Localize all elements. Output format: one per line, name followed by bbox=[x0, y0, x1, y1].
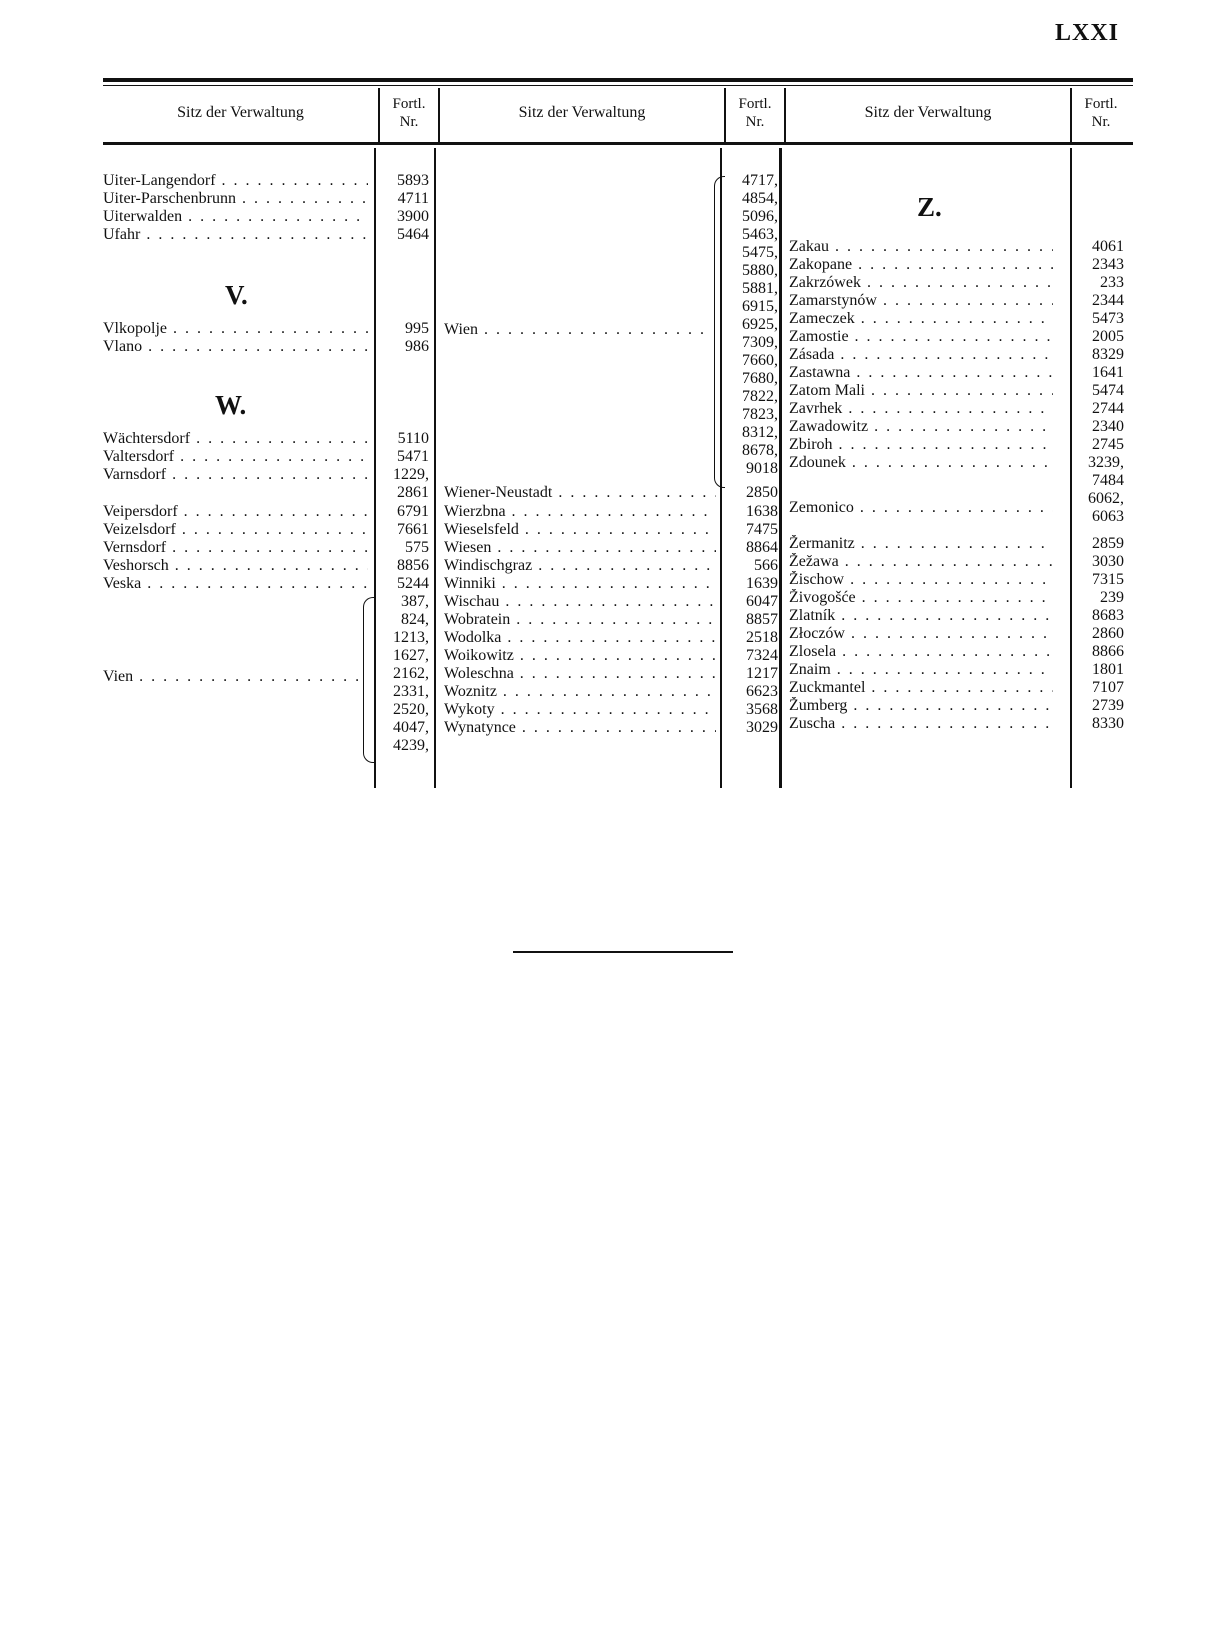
list-item bbox=[444, 647, 778, 665]
entry-name: Vernsdorf . . . bbox=[103, 539, 368, 557]
list-item bbox=[103, 575, 433, 593]
entry-number: 5464 bbox=[397, 226, 429, 243]
entry-number: 6062, bbox=[1088, 490, 1124, 507]
list-item bbox=[444, 352, 778, 370]
entry-name: Windischgraz . . . bbox=[444, 557, 716, 575]
entry-number: 8678, bbox=[742, 442, 778, 459]
entry-number: 2162, bbox=[393, 665, 429, 682]
entry-number: 986 bbox=[405, 338, 429, 355]
entry-name: Zemonico . . . bbox=[789, 499, 1053, 517]
entry-number: 824, bbox=[401, 611, 429, 628]
list-item bbox=[789, 436, 1129, 454]
list-item bbox=[444, 629, 778, 647]
list-item bbox=[444, 316, 778, 334]
entry-name: Zameczek . . . bbox=[789, 310, 1053, 328]
entry-number: 6791 bbox=[397, 503, 429, 520]
entry-name: Zastawna . . . bbox=[789, 364, 1053, 382]
list-item bbox=[444, 575, 778, 593]
list-item bbox=[444, 484, 778, 502]
entry-name: Zlosela . . . bbox=[789, 643, 1053, 661]
list-item bbox=[789, 274, 1129, 292]
list-item bbox=[444, 262, 778, 280]
header-fortl-line1: Fortl. bbox=[392, 96, 426, 112]
entry-number: 1217 bbox=[746, 665, 778, 682]
list-item bbox=[789, 661, 1129, 679]
entry-number: 1801 bbox=[1092, 661, 1124, 678]
entry-name: Veizelsdorf . . . bbox=[103, 521, 368, 539]
list-item bbox=[789, 715, 1129, 733]
entry-number: 8856 bbox=[397, 557, 429, 574]
list-item bbox=[789, 589, 1129, 607]
entry-number: 2343 bbox=[1092, 256, 1124, 273]
entry-number: 575 bbox=[405, 539, 429, 556]
entry-name: Varnsdorf . . . bbox=[103, 466, 368, 484]
entry-name: Žumberg . . . bbox=[789, 697, 1053, 715]
entry-number: 5475, bbox=[742, 244, 778, 261]
list-item bbox=[444, 503, 778, 521]
entry-name: Zatom Mali . . . bbox=[789, 382, 1053, 400]
entry-number: 5471 bbox=[397, 448, 429, 465]
entry-number: 566 bbox=[754, 557, 778, 574]
entry-name: Veipersdorf . . . bbox=[103, 503, 368, 521]
entry-name: Zawadowitz . . . bbox=[789, 418, 1053, 436]
list-item bbox=[103, 611, 433, 629]
column-1 bbox=[103, 0, 433, 800]
entry-number: 2331, bbox=[393, 683, 429, 700]
list-item bbox=[103, 737, 433, 755]
list-item bbox=[103, 593, 433, 611]
list-item bbox=[103, 448, 433, 466]
entry-name: Veska . . . bbox=[103, 575, 368, 593]
list-item bbox=[789, 679, 1129, 697]
entry-name: Uiterwalden . . . bbox=[103, 208, 368, 226]
list-item bbox=[103, 557, 433, 575]
entry-number: 2518 bbox=[746, 629, 778, 646]
entry-name: Woznitz . . . bbox=[444, 683, 716, 701]
list-item bbox=[444, 190, 778, 208]
entry-number: 2344 bbox=[1092, 292, 1124, 309]
entry-name: Wächtersdorf . . . bbox=[103, 430, 368, 448]
entry-number: 2861 bbox=[397, 484, 429, 501]
entry-name: Valtersdorf . . . bbox=[103, 448, 368, 466]
entry-name: Zuscha . . . bbox=[789, 715, 1053, 733]
entry-number: 5881, bbox=[742, 280, 778, 297]
list-item bbox=[789, 310, 1129, 328]
list-item bbox=[103, 208, 433, 226]
list-item bbox=[789, 535, 1129, 553]
list-item bbox=[103, 503, 433, 521]
entry-number: 7823, bbox=[742, 406, 778, 423]
entry-name: Wischau . . . bbox=[444, 593, 716, 611]
list-item bbox=[789, 571, 1129, 589]
end-rule bbox=[513, 951, 733, 953]
entry-number: 8329 bbox=[1092, 346, 1124, 363]
entry-number: 3030 bbox=[1092, 553, 1124, 570]
entry-number: 2744 bbox=[1092, 400, 1124, 417]
list-item bbox=[444, 334, 778, 352]
list-item bbox=[103, 430, 433, 448]
list-item bbox=[103, 338, 433, 356]
entry-number: 3239, bbox=[1088, 454, 1124, 471]
section-letter-z: Z. bbox=[917, 192, 942, 222]
list-item bbox=[444, 683, 778, 701]
list-item bbox=[789, 490, 1129, 508]
entry-name: Wynatynce . . . bbox=[444, 719, 716, 737]
entry-number: 4717, bbox=[742, 172, 778, 189]
entry-number: 8866 bbox=[1092, 643, 1124, 660]
entry-name: Zamarstynów . . . bbox=[789, 292, 1053, 310]
entry-number: 239 bbox=[1100, 589, 1124, 606]
list-item bbox=[789, 238, 1129, 256]
list-item bbox=[103, 172, 433, 190]
list-item bbox=[789, 553, 1129, 571]
entry-number: 5474 bbox=[1092, 382, 1124, 399]
entry-name: Zavrhek . . . bbox=[789, 400, 1053, 418]
entry-name: Zbiroh . . . bbox=[789, 436, 1053, 454]
entry-name: Uiter-Parschenbrunn . . . bbox=[103, 190, 368, 208]
entry-name: Wieselsfeld . . . bbox=[444, 521, 716, 539]
entry-name: Žischow . . . bbox=[789, 571, 1053, 589]
header-sitz-3: Sitz der Verwaltung bbox=[864, 104, 992, 121]
entry-number: 1638 bbox=[746, 503, 778, 520]
list-item bbox=[103, 701, 433, 719]
column-3 bbox=[789, 0, 1129, 800]
entry-name: Zakau . . . bbox=[789, 238, 1053, 256]
entry-name: Znaim . . . bbox=[789, 661, 1053, 679]
entry-number: 5473 bbox=[1092, 310, 1124, 327]
entry-number: 5110 bbox=[397, 430, 429, 447]
entry-number: 7107 bbox=[1092, 679, 1124, 696]
entry-number: 1229, bbox=[393, 466, 429, 483]
list-item bbox=[789, 643, 1129, 661]
entry-number: 4047, bbox=[393, 719, 429, 736]
list-item bbox=[444, 424, 778, 442]
list-item bbox=[103, 484, 433, 502]
header-fortl-line2: Nr. bbox=[399, 114, 419, 130]
list-item bbox=[444, 665, 778, 683]
entry-name: Žežawa . . . bbox=[789, 553, 1053, 571]
entry-number: 233 bbox=[1100, 274, 1124, 291]
list-item bbox=[103, 320, 433, 338]
column-2 bbox=[444, 0, 780, 800]
entry-number: 2850 bbox=[746, 484, 778, 501]
entry-name: Wobratein . . . bbox=[444, 611, 716, 629]
entry-number: 3900 bbox=[397, 208, 429, 225]
list-item bbox=[444, 460, 778, 478]
list-item bbox=[444, 388, 778, 406]
entry-number: 387, bbox=[401, 593, 429, 610]
entry-number: 5893 bbox=[397, 172, 429, 189]
list-item bbox=[789, 508, 1129, 526]
entry-name: Wiener-Neustadt . . . bbox=[444, 484, 716, 502]
entry-number: 6047 bbox=[746, 593, 778, 610]
list-item bbox=[789, 625, 1129, 643]
entry-number: 6925, bbox=[742, 316, 778, 333]
list-item bbox=[789, 697, 1129, 715]
list-item bbox=[789, 418, 1129, 436]
entry-name: Wykoty . . . bbox=[444, 701, 716, 719]
list-item bbox=[444, 593, 778, 611]
entry-number: 3568 bbox=[746, 701, 778, 718]
entry-number: 2859 bbox=[1092, 535, 1124, 552]
entry-number: 7315 bbox=[1092, 571, 1124, 588]
list-item bbox=[103, 539, 433, 557]
list-item bbox=[103, 466, 433, 484]
entry-name: Veshorsch . . . bbox=[103, 557, 368, 575]
entry-number: 6063 bbox=[1092, 508, 1124, 525]
list-item bbox=[103, 719, 433, 737]
header-fortl-line2: Nr. bbox=[1091, 114, 1111, 130]
entry-name: Vlano . . . bbox=[103, 338, 368, 356]
header-fortl-line1: Fortl. bbox=[738, 96, 772, 112]
entry-name: Winniki . . . bbox=[444, 575, 716, 593]
list-item bbox=[444, 226, 778, 244]
list-item bbox=[789, 454, 1129, 472]
entry-name: Živogošće . . . bbox=[789, 589, 1053, 607]
entry-name: Vlkopolje . . . bbox=[103, 320, 368, 338]
list-item bbox=[444, 208, 778, 226]
entry-name: Woleschna . . . bbox=[444, 665, 716, 683]
entry-number: 7680, bbox=[742, 370, 778, 387]
entry-name: Zakrzówek . . . bbox=[789, 274, 1053, 292]
header-sitz-2: Sitz der Verwaltung bbox=[518, 104, 646, 121]
entry-number: 4854, bbox=[742, 190, 778, 207]
list-item bbox=[444, 244, 778, 262]
list-item bbox=[789, 256, 1129, 274]
entry-name: Złoczów . . . bbox=[789, 625, 1053, 643]
entry-name: Zamostie . . . bbox=[789, 328, 1053, 346]
entry-number: 1641 bbox=[1092, 364, 1124, 381]
list-item bbox=[103, 521, 433, 539]
entry-number: 5096, bbox=[742, 208, 778, 225]
entry-name: Wodolka . . . bbox=[444, 629, 716, 647]
entry-number: 7484 bbox=[1092, 472, 1124, 489]
entry-name: Wiesen . . . bbox=[444, 539, 716, 557]
entry-number: 7660, bbox=[742, 352, 778, 369]
list-item bbox=[444, 298, 778, 316]
entry-number: 6623 bbox=[746, 683, 778, 700]
entry-name: Vien . . . bbox=[103, 668, 358, 686]
entry-name: Ufahr . . . bbox=[103, 226, 368, 244]
list-item bbox=[444, 719, 778, 737]
list-item bbox=[103, 226, 433, 244]
entry-name: Žermanitz . . . bbox=[789, 535, 1053, 553]
entry-number: 7309, bbox=[742, 334, 778, 351]
entry-number: 3029 bbox=[746, 719, 778, 736]
header-sitz-1: Sitz der Verwaltung bbox=[177, 104, 304, 121]
entry-name: Wierzbna . . . bbox=[444, 503, 716, 521]
entry-number: 2745 bbox=[1092, 436, 1124, 453]
header-fortl-line2: Nr. bbox=[745, 114, 765, 130]
list-item bbox=[789, 364, 1129, 382]
list-item bbox=[789, 328, 1129, 346]
entry-number: 2860 bbox=[1092, 625, 1124, 642]
entry-number: 8312, bbox=[742, 424, 778, 441]
entry-number: 2005 bbox=[1092, 328, 1124, 345]
list-item bbox=[789, 346, 1129, 364]
entry-number: 7661 bbox=[397, 521, 429, 538]
entry-number: 1213, bbox=[393, 629, 429, 646]
entry-number: 995 bbox=[405, 320, 429, 337]
entry-number: 4239, bbox=[393, 737, 429, 754]
list-item bbox=[444, 521, 778, 539]
page-number: LXXI bbox=[1055, 20, 1120, 46]
section-letter-v: V. bbox=[225, 280, 248, 310]
list-item bbox=[444, 172, 778, 190]
list-item bbox=[789, 382, 1129, 400]
entry-number: 9018 bbox=[746, 460, 778, 477]
list-item bbox=[444, 611, 778, 629]
entry-number: 2340 bbox=[1092, 418, 1124, 435]
list-item bbox=[444, 280, 778, 298]
list-item bbox=[444, 557, 778, 575]
entry-number: 4061 bbox=[1092, 238, 1124, 255]
body-divider bbox=[434, 148, 436, 788]
entry-number: 4711 bbox=[397, 190, 429, 207]
entry-number: 5463, bbox=[742, 226, 778, 243]
entry-name: Zásada . . . bbox=[789, 346, 1053, 364]
entry-number: 1627, bbox=[393, 647, 429, 664]
list-item bbox=[444, 370, 778, 388]
entry-number: 1639 bbox=[746, 575, 778, 592]
header-fortl-line1: Fortl. bbox=[1084, 96, 1118, 112]
list-item bbox=[789, 400, 1129, 418]
entry-number: 8683 bbox=[1092, 607, 1124, 624]
list-item bbox=[789, 292, 1129, 310]
list-item bbox=[444, 701, 778, 719]
list-item bbox=[444, 406, 778, 424]
list-item bbox=[789, 607, 1129, 625]
entry-name: Woikowitz . . . bbox=[444, 647, 716, 665]
list-item bbox=[444, 539, 778, 557]
entry-number: 7475 bbox=[746, 521, 778, 538]
list-item bbox=[444, 442, 778, 460]
entry-name: Zdounek . . . bbox=[789, 454, 1053, 472]
entry-number: 7324 bbox=[746, 647, 778, 664]
entry-number: 8857 bbox=[746, 611, 778, 628]
entry-number: 2739 bbox=[1092, 697, 1124, 714]
entry-number: 6915, bbox=[742, 298, 778, 315]
entry-number: 5244 bbox=[397, 575, 429, 592]
section-letter-w: W. bbox=[215, 390, 247, 420]
entry-number: 2520, bbox=[393, 701, 429, 718]
list-item bbox=[103, 665, 433, 683]
list-item bbox=[103, 629, 433, 647]
list-item bbox=[103, 190, 433, 208]
entry-name: Zakopane . . . bbox=[789, 256, 1053, 274]
entry-name: Uiter-Langendorf . . . bbox=[103, 172, 368, 190]
list-item bbox=[103, 647, 433, 665]
entry-number: 8330 bbox=[1092, 715, 1124, 732]
list-item bbox=[103, 683, 433, 701]
entry-number: 5880, bbox=[742, 262, 778, 279]
entry-number: 7822, bbox=[742, 388, 778, 405]
entry-name: Wien . . . bbox=[444, 321, 706, 339]
entry-name: Zuckmantel . . . bbox=[789, 679, 1053, 697]
entry-name: Zlatník . . . bbox=[789, 607, 1053, 625]
list-item bbox=[789, 472, 1129, 490]
entry-number: 8864 bbox=[746, 539, 778, 556]
